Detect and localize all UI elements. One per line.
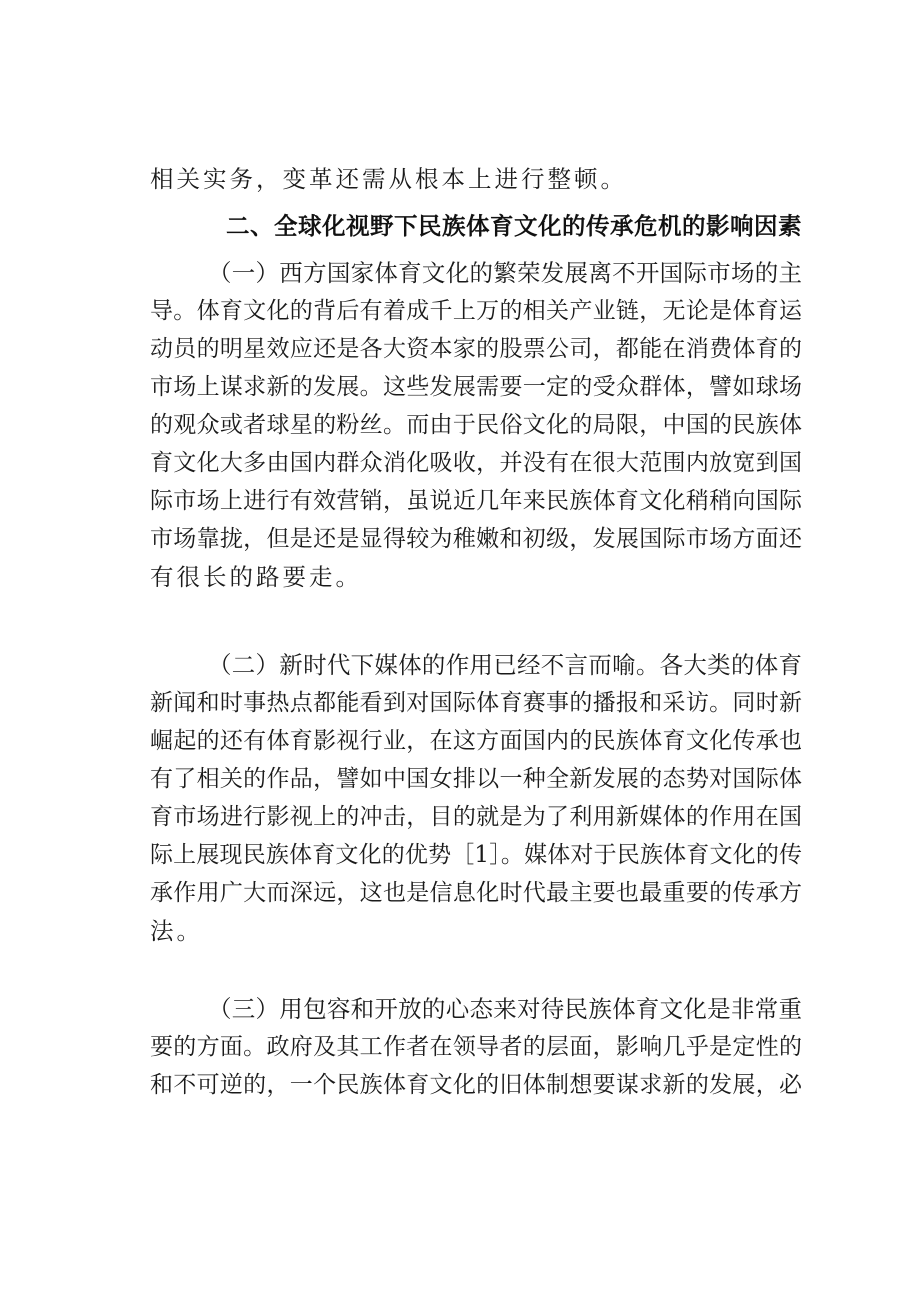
text-line: 的观众或者球星的粉丝。而由于民俗文化的局限，中国的民族体 [150,412,802,438]
text-line: 育文化大多由国内群众消化吸收，并没有在很大范围内放宽到国 [150,450,802,476]
text-line: 导。体育文化的背后有着成千上万的相关产业链，无论是体育运 [150,298,802,324]
text-line: 新闻和时事热点都能看到对国际体育赛事的播报和采访。同时新 [150,690,802,716]
text-line: 际上展现民族体育文化的优势［1］。媒体对于民族体育文化的传 [150,842,802,868]
text-line: 育市场进行影视上的冲击，目的就是为了利用新媒体的作用在国 [150,804,802,830]
paragraph-1 [150,254,802,596]
text-line: 际市场上进行有效营销，虽说近几年来民族体育文化稍稍向国际 [150,488,802,514]
text-line: （二）新时代下媒体的作用已经不言而喻。各大类的体育 [208,651,802,679]
text-line: 承作用广大而深远，这也是信息化时代最主要也最重要的传承方 [150,880,802,906]
text-line: （三）用包容和开放的心态来对待民族体育文化是非常重 [208,995,802,1023]
text-line: （一）西方国家体育文化的繁荣发展离不开国际市场的主 [208,259,802,287]
paragraph-2 [150,646,802,950]
paragraph-3 [150,990,802,1104]
text-line: 有了相关的作品，譬如中国女排以一种全新发展的态势对国际体 [150,766,802,792]
text-line: 市场上谋求新的发展。这些发展需要一定的受众群体，譬如球场 [150,374,802,400]
text-line: 和不可逆的，一个民族体育文化的旧体制想要谋求新的发展，必 [150,1072,802,1098]
text-line: 有很长的路要走。 [150,563,362,591]
text-line: 法。 [150,917,203,945]
section-heading: 二、全球化视野下民族体育文化的传承危机的影响因素 [226,212,802,240]
intro-paragraph [150,160,802,198]
text-line: 市场靠拢，但是还是显得较为稚嫩和初级，发展国际市场方面还 [150,526,802,552]
text-line: 动员的明星效应还是各大资本家的股票公司，都能在消费体育的 [150,336,802,362]
text-line: 相关实务，变革还需从根本上进行整顿。 [150,165,627,193]
text-line: 要的方面。政府及其工作者在领导者的层面，影响几乎是定性的 [150,1034,802,1060]
text-line: 崛起的还有体育影视行业，在这方面国内的民族体育文化传承也 [150,728,802,754]
